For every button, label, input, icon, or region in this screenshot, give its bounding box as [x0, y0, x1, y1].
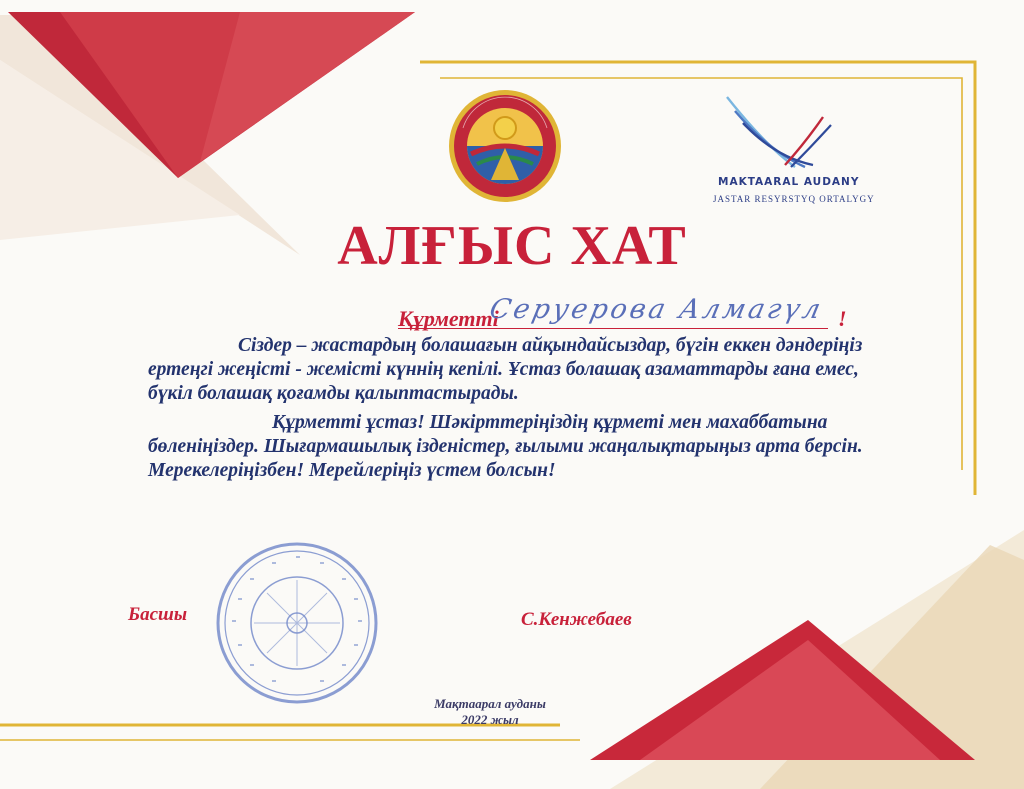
recipient-name-line: [398, 328, 828, 329]
body-line-4: Құрметті ұстаз! Шәкірттеріңіздің құрметі мен махаббатына: [272, 412, 828, 433]
salutation-exclamation: !: [838, 306, 847, 331]
salutation-label: Құрметті: [398, 306, 499, 331]
youth-center-name: MAKTAARAL AUDANY: [718, 176, 860, 188]
district-emblem-logo: [447, 88, 563, 204]
certificate-title: АЛҒЫС ХАТ: [337, 215, 687, 277]
official-stamp: [214, 540, 380, 706]
body-line-2: ертеңгі жеңісті - жемісті күннің кепілі. Ұстаз болашақ азаматтарды ғана емес,: [148, 359, 859, 380]
recipient-handwritten-name: Серуерова Алмагүл: [486, 294, 827, 325]
footer-place: Мақтаарал ауданы: [434, 696, 546, 711]
youth-center-subtitle: JASTAR RESYRSTYQ ORTALYGY: [713, 194, 875, 204]
signatory-name: С.Кенжебаев: [521, 609, 632, 630]
youth-center-logo-icon: [725, 95, 835, 175]
body-line-6: Мерекелеріңізбен! Мерейлеріңіз үстем болсын!: [148, 460, 556, 481]
footer-year: 2022 жыл: [461, 712, 519, 727]
body-line-1: Сіздер – жастардың болашағын айқындайсыздар, бүгін еккен дәндеріңіз: [238, 335, 863, 356]
body-line-3: бүкіл болашақ қоғамды қалыптастырады.: [148, 383, 519, 404]
body-line-5: бөленіңіздер. Шығармашылық ізденістер, ғылыми жаңалықтарыңыз арта берсін.: [148, 436, 863, 457]
signatory-role: Басшы: [128, 604, 188, 625]
